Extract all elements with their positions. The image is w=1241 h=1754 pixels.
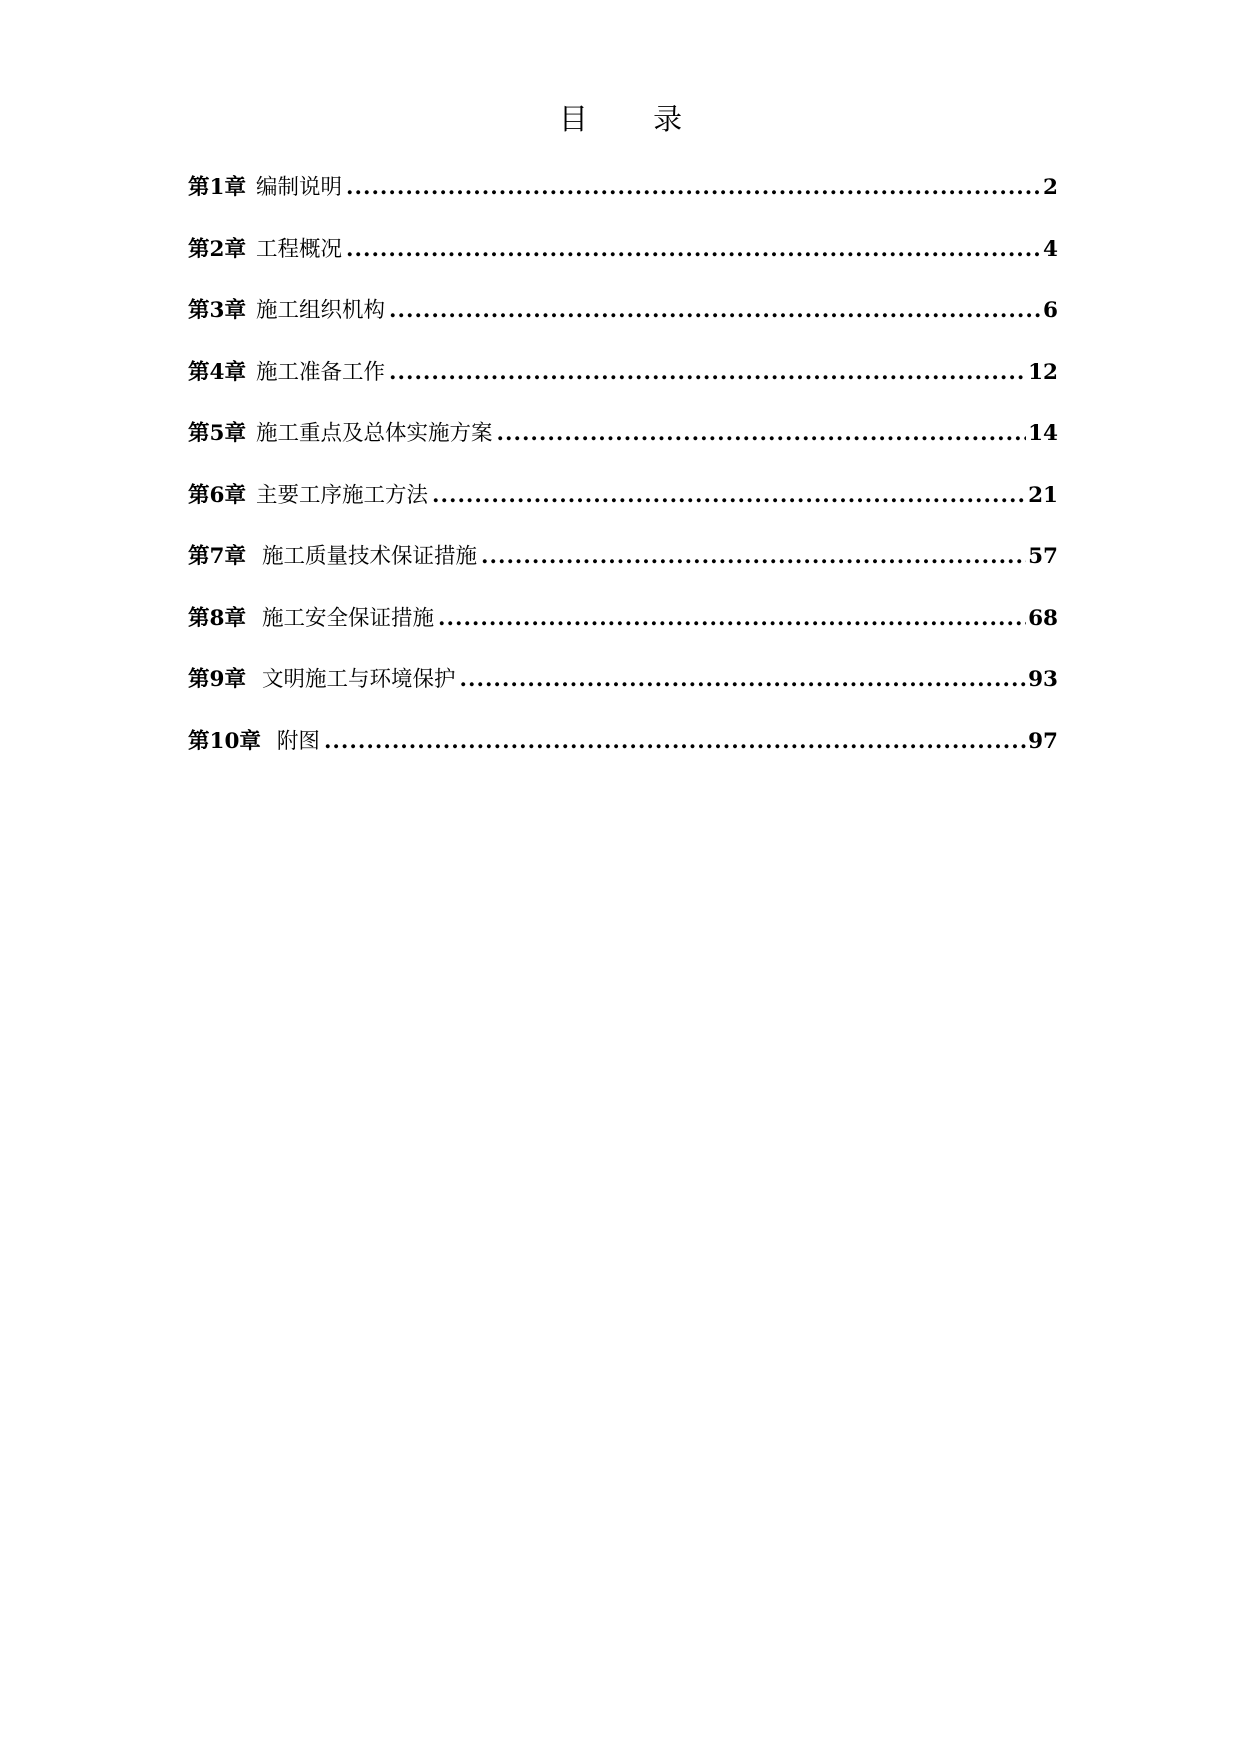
chapter-title: 施工质量技术保证措施: [261, 544, 477, 569]
page-number: 97: [1028, 728, 1058, 754]
page-number: 14: [1028, 421, 1058, 446]
chapter-number: 第4章: [188, 359, 246, 385]
dot-leader: [496, 416, 1026, 452]
chapter-number: 第6章: [188, 482, 246, 508]
toc-heading: 目 录: [558, 102, 711, 136]
page-number: 93: [1028, 667, 1058, 692]
toc-entry-chapter-5[interactable]: [188, 416, 1058, 478]
page-number: 21: [1028, 482, 1058, 508]
chapter-title: 文明施工与环境保护: [261, 667, 456, 692]
toc-entry-chapter-10[interactable]: [188, 724, 1058, 786]
toc-entry-chapter-8[interactable]: [188, 601, 1058, 663]
toc-entry-chapter-3[interactable]: [188, 293, 1058, 355]
toc-entry-chapter-7[interactable]: [188, 539, 1058, 601]
dot-leader: [389, 293, 1041, 329]
dot-leader: [481, 539, 1026, 575]
chapter-title: 施工重点及总体实施方案: [255, 421, 493, 446]
toc-entry-chapter-6[interactable]: [188, 478, 1058, 540]
chapter-title: 附图: [276, 728, 320, 754]
toc-entry-chapter-1[interactable]: [188, 170, 1058, 232]
toc-entry-chapter-9[interactable]: [188, 662, 1058, 724]
chapter-title: 编制说明: [255, 175, 342, 200]
chapter-number: 第9章: [188, 667, 246, 692]
dot-leader: [438, 601, 1026, 637]
chapter-title: 施工准备工作: [255, 359, 385, 385]
chapter-title: 主要工序施工方法: [255, 482, 428, 508]
toc-entry-chapter-4[interactable]: [188, 355, 1058, 417]
dot-leader: [389, 355, 1026, 391]
toc-entry-chapter-2[interactable]: [188, 232, 1058, 294]
dot-leader: [346, 170, 1041, 206]
chapter-title: 施工组织机构: [255, 298, 385, 323]
page-number: 12: [1028, 359, 1058, 385]
chapter-number: 第5章: [188, 421, 246, 446]
chapter-number: 第3章: [188, 298, 246, 323]
page-number: 57: [1028, 544, 1058, 569]
dot-leader: [346, 232, 1041, 268]
chapter-number: 第8章: [188, 605, 246, 631]
dot-leader: [324, 724, 1026, 760]
page-number: 6: [1043, 298, 1058, 323]
page-number: 4: [1043, 236, 1058, 262]
dot-leader: [432, 478, 1026, 514]
chapter-number: 第1章: [188, 175, 246, 200]
chapter-number: 第7章: [188, 544, 246, 569]
page-number: 2: [1043, 175, 1058, 200]
chapter-number: 第2章: [188, 236, 246, 262]
chapter-title: 施工安全保证措施: [261, 605, 434, 631]
page-number: 68: [1028, 605, 1058, 631]
chapter-title: 工程概况: [255, 236, 342, 262]
dot-leader: [459, 662, 1026, 698]
chapter-number: 第10章: [188, 728, 261, 754]
table-of-contents: [188, 170, 1058, 785]
